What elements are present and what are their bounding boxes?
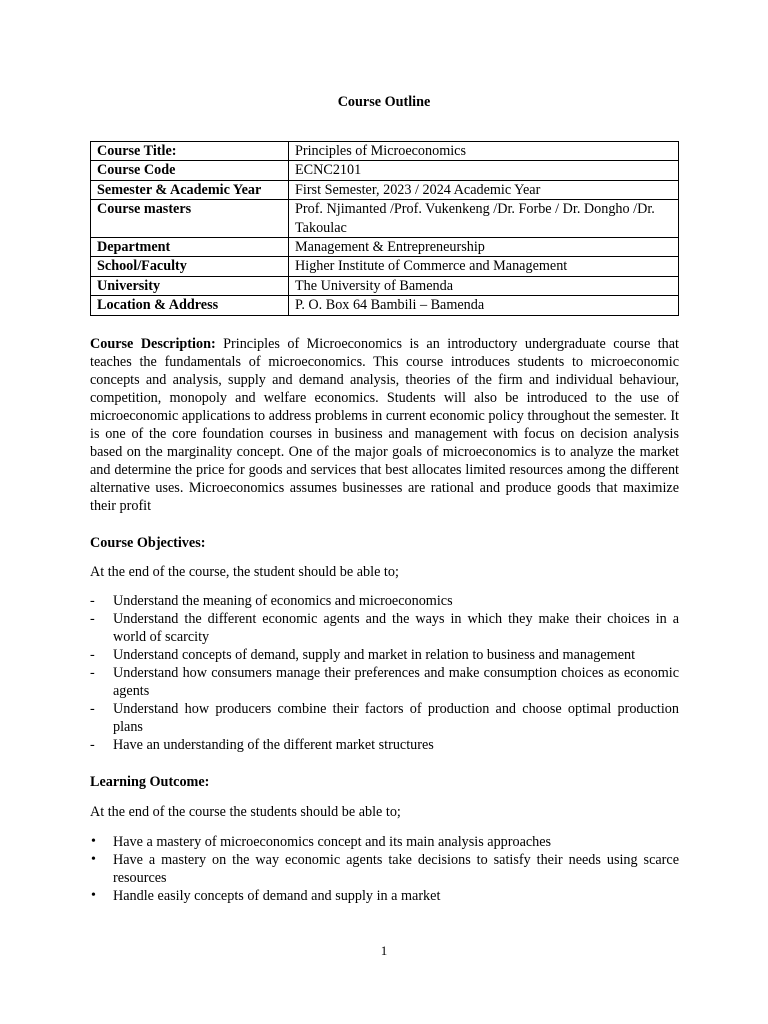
dash-marker: -: [90, 593, 95, 609]
list-item: [90, 610, 679, 646]
row-key: Course Title:: [91, 142, 289, 161]
list-item-text: Understand the meaning of economics and microeconomics: [113, 593, 453, 609]
learning-outcome-heading: Learning Outcome:: [90, 774, 210, 790]
row-value: Higher Institute of Commerce and Management: [289, 257, 679, 276]
list-item: [90, 851, 679, 887]
list-item-text: Have an understanding of the different market structures: [113, 737, 434, 753]
learning-outcome-list: [90, 833, 679, 905]
list-item-text: Have a mastery on the way economic agents take decisions to satisfy their needs using scarce resources: [113, 852, 679, 886]
row-value: The University of Bamenda: [289, 276, 679, 295]
page-number: 1: [380, 943, 388, 958]
table-row: [91, 200, 679, 238]
dash-marker: -: [90, 665, 95, 681]
dash-marker: -: [90, 647, 95, 663]
row-value: ECNC2101: [289, 161, 679, 180]
table-row: [91, 238, 679, 257]
dash-marker: -: [90, 611, 95, 627]
list-item: [90, 736, 679, 754]
course-description-label: Course Description:: [90, 336, 216, 352]
table-row: [91, 257, 679, 276]
row-key: Course masters: [91, 200, 289, 238]
bullet-marker: •: [91, 888, 96, 903]
row-value: First Semester, 2023 / 2024 Academic Year: [289, 180, 679, 199]
row-value: Principles of Microeconomics: [289, 142, 679, 161]
table-row: [91, 161, 679, 180]
row-key: Location & Address: [91, 296, 289, 315]
course-objectives-list: [90, 592, 679, 754]
table-row: [91, 180, 679, 199]
list-item: [90, 664, 679, 700]
bullet-marker: •: [91, 852, 96, 867]
row-key: School/Faculty: [91, 257, 289, 276]
list-item-text: Handle easily concepts of demand and supply in a market: [113, 888, 441, 904]
course-info-table: [90, 141, 679, 316]
list-item: [90, 700, 679, 736]
list-item: [90, 646, 679, 664]
learning-outcome-intro: At the end of the course the students should be able to;: [90, 804, 401, 820]
page-title: Course Outline: [337, 94, 431, 110]
course-description-text: Principles of Microeconomics is an introductory undergraduate course that teaches the fundamentals of microeconomics. This course introduces students to microeconomic concepts and analysis, supply and demand analysis, theories of the firm and individual behaviour, competition, monopoly and welfare economics. Students will also be introduced to the use of microeconomic applications to address problems in current economic policy throughout the semester. It is one of the core foundation courses in business and management with focus on decision analysis based on the marginality concept. One of the major goals of microeconomics is to analyze the market and determine the price for goods and services that best allocates limited resources among the different alternative uses. Microeconomics assumes businesses are rational and produce goods that maximize their profit: [90, 336, 679, 514]
list-item: [90, 887, 679, 905]
list-item-text: Understand how producers combine their factors of production and choose optimal production plans: [113, 701, 679, 735]
row-value: P. O. Box 64 Bambili – Bamenda: [289, 296, 679, 315]
row-key: Semester & Academic Year: [91, 180, 289, 199]
row-key: University: [91, 276, 289, 295]
dash-marker: -: [90, 737, 95, 753]
list-item-text: Understand how consumers manage their preferences and make consumption choices as economic agents: [113, 665, 679, 699]
list-item: [90, 592, 679, 610]
table-row: [91, 276, 679, 295]
row-value: Prof. Njimanted /Prof. Vukenkeng /Dr. Forbe / Dr. Dongho /Dr. Takoulac: [289, 200, 679, 238]
row-key: Course Code: [91, 161, 289, 180]
dash-marker: -: [90, 701, 95, 717]
course-objectives-heading: Course Objectives:: [90, 535, 206, 551]
course-objectives-intro: At the end of the course, the student should be able to;: [90, 564, 399, 580]
course-description: [90, 335, 679, 515]
row-key: Department: [91, 238, 289, 257]
list-item-text: Understand concepts of demand, supply and market in relation to business and management: [113, 647, 636, 663]
list-item-text: Have a mastery of microeconomics concept and its main analysis approaches: [113, 834, 552, 850]
table-row: [91, 142, 679, 161]
row-value: Management & Entrepreneurship: [289, 238, 679, 257]
list-item-text: Understand the different economic agents and the ways in which they make their choices in a world of scarcity: [113, 611, 679, 645]
bullet-marker: •: [91, 834, 96, 849]
table-row: [91, 296, 679, 315]
list-item: [90, 833, 679, 851]
